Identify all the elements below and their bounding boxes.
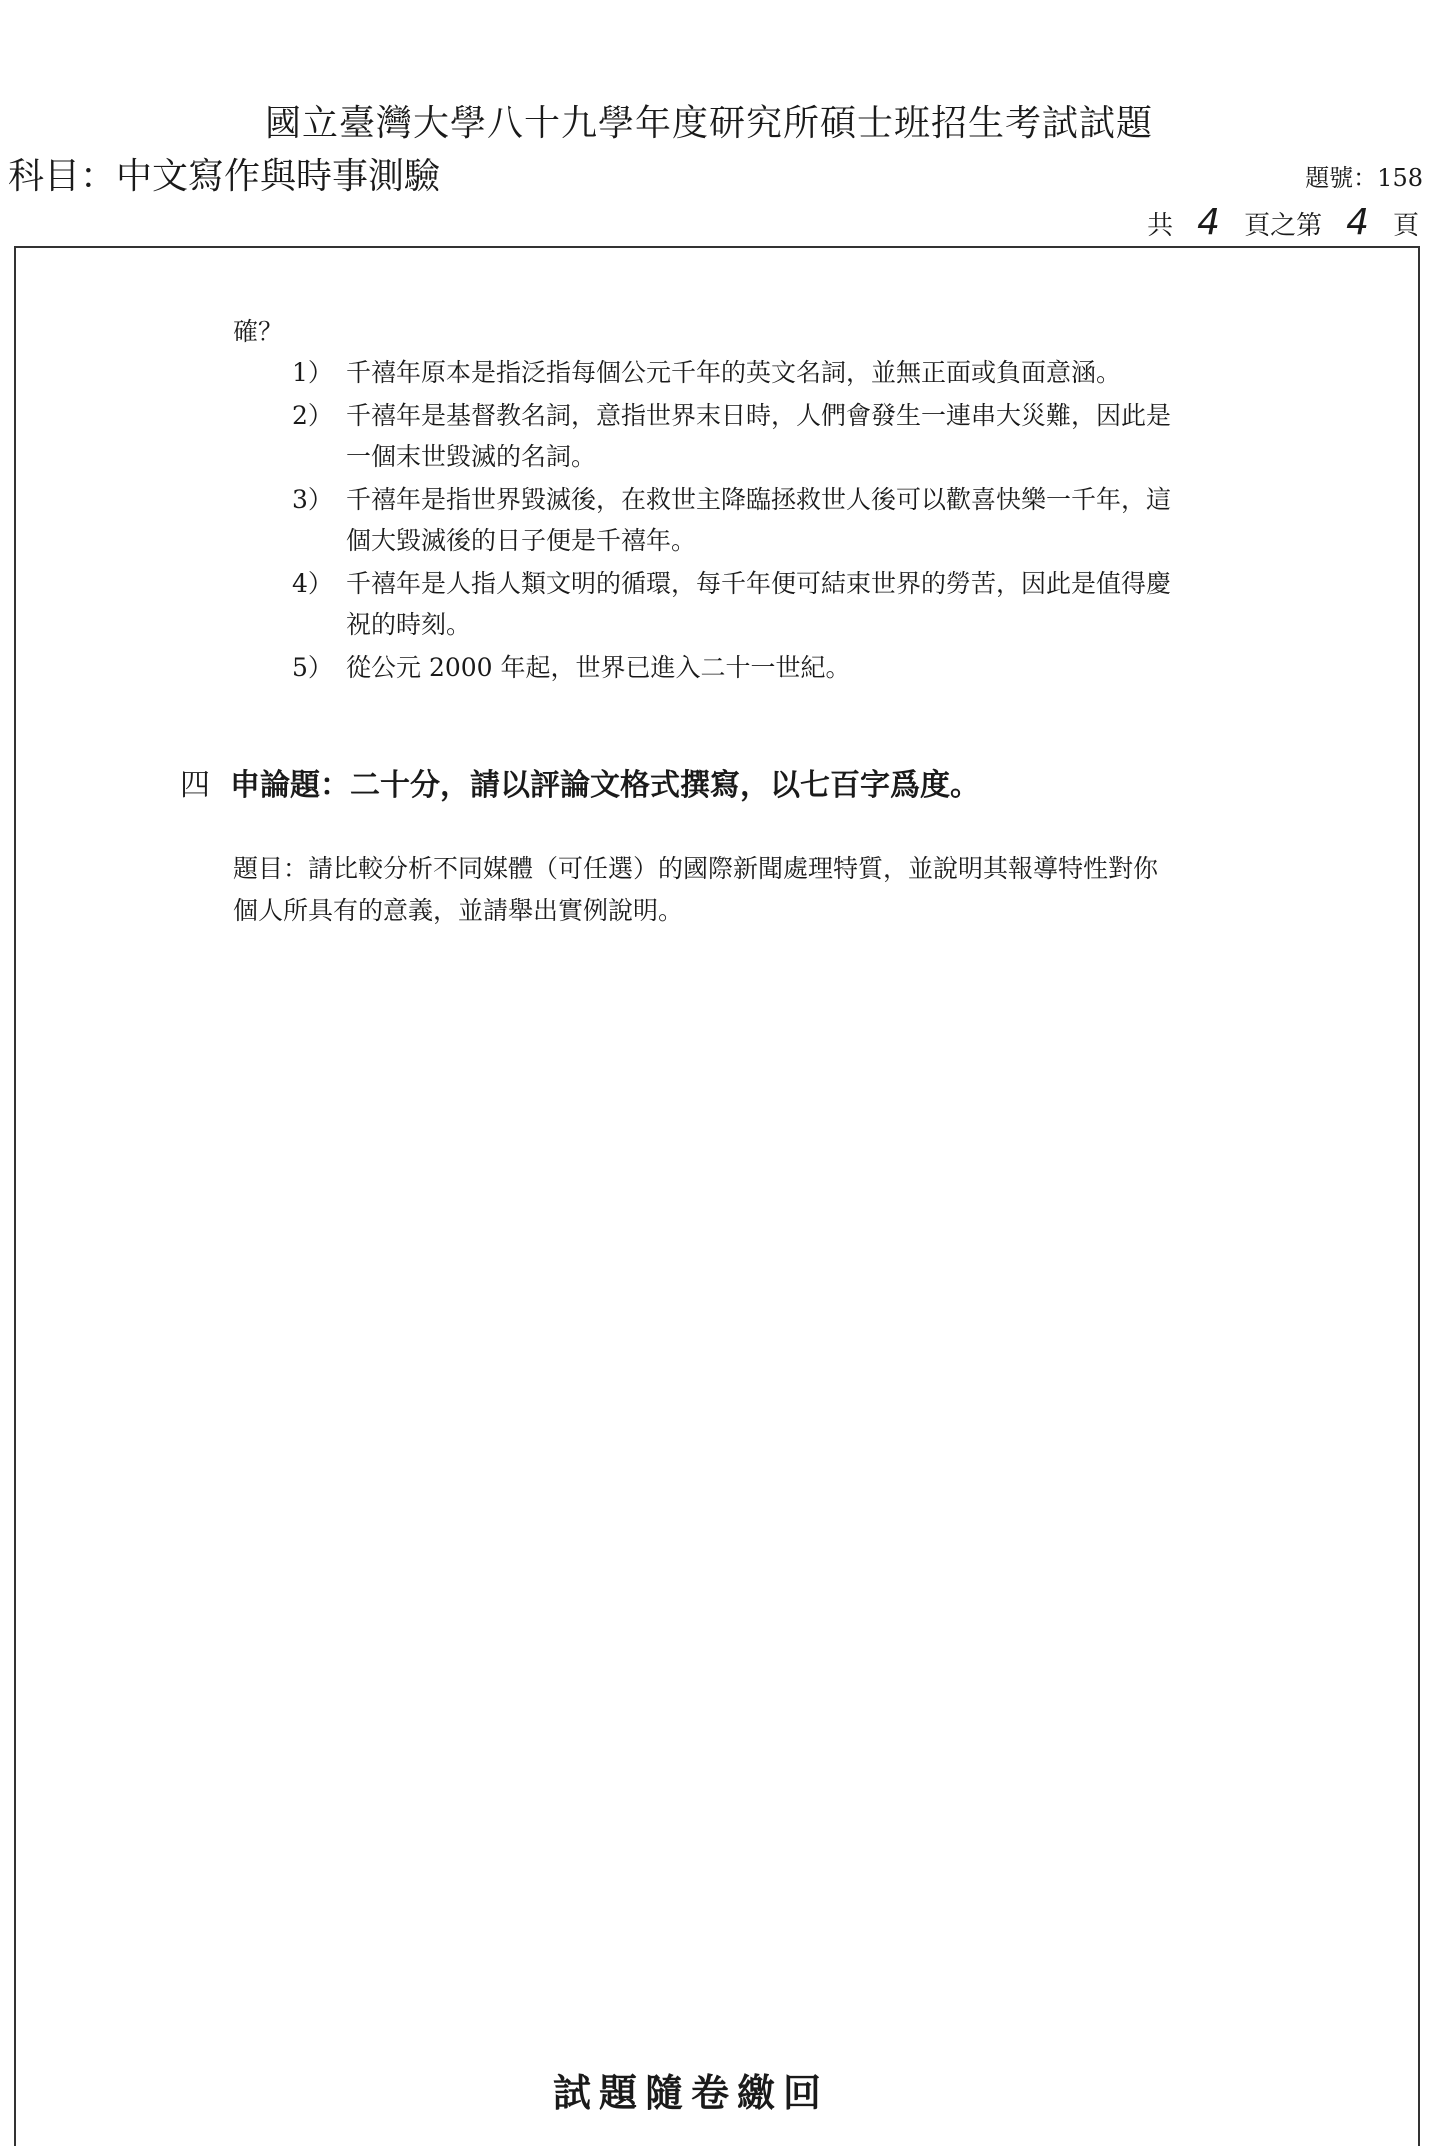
continued-text: 確？ (233, 317, 284, 346)
option-item (292, 563, 1192, 645)
option-number: 1） (292, 358, 333, 387)
option-item (292, 352, 1192, 393)
option-number: 5） (292, 653, 333, 682)
section-four-heading (180, 760, 980, 804)
page-suffix: 頁 (1392, 211, 1419, 241)
page-total: 4 (1197, 202, 1221, 243)
question-number: 題號：158 (1305, 164, 1423, 192)
option-number: 2） (292, 401, 333, 430)
option-item (292, 395, 1192, 477)
option-text: 千禧年原本是指泛指每個公元千年的英文名詞，並無正面或負面意涵。 (346, 358, 1122, 387)
option-text: 從公元 2000 年起，世界已進入二十一世紀。 (346, 653, 851, 682)
page-middle: 頁之第 (1244, 211, 1323, 241)
exam-title: 國立臺灣大學八十九學年度研究所碩士班招生考試試題 (265, 103, 1154, 144)
option-item (292, 647, 1192, 688)
essay-prompt: 題目：請比較分析不同媒體（可任選）的國際新聞處理特質，並說明其報導特性對你個人所具有的意義，並請舉出實例說明。 (233, 854, 1159, 925)
page-current: 4 (1346, 202, 1369, 243)
page-count (1147, 202, 1419, 243)
option-number: 4） (292, 569, 333, 598)
page-prefix: 共 (1147, 211, 1174, 241)
option-text: 千禧年是指世界毀滅後，在救世主降臨拯救世人後可以歡喜快樂一千年，這個大毀滅後的日子便是千禧年。 (346, 485, 1172, 555)
subject-line: 科目：中文寫作與時事測驗 (8, 156, 441, 197)
option-text: 千禧年是人指人類文明的循環，每千年便可結束世界的勞苦，因此是值得慶祝的時刻。 (346, 569, 1172, 639)
section-heading-text: 申論題：二十分，請以評論文格式撰寫，以七百字爲度。 (230, 768, 980, 803)
answer-options (292, 352, 1192, 690)
option-text: 千禧年是基督教名詞，意指世界末日時，人們會發生一連串大災難，因此是一個末世毀滅的名詞。 (346, 401, 1172, 471)
return-notice: 試題隨卷繳回 (553, 2070, 830, 2115)
option-item (292, 479, 1192, 561)
section-number: 四 (180, 768, 210, 803)
option-number: 3） (292, 485, 333, 514)
